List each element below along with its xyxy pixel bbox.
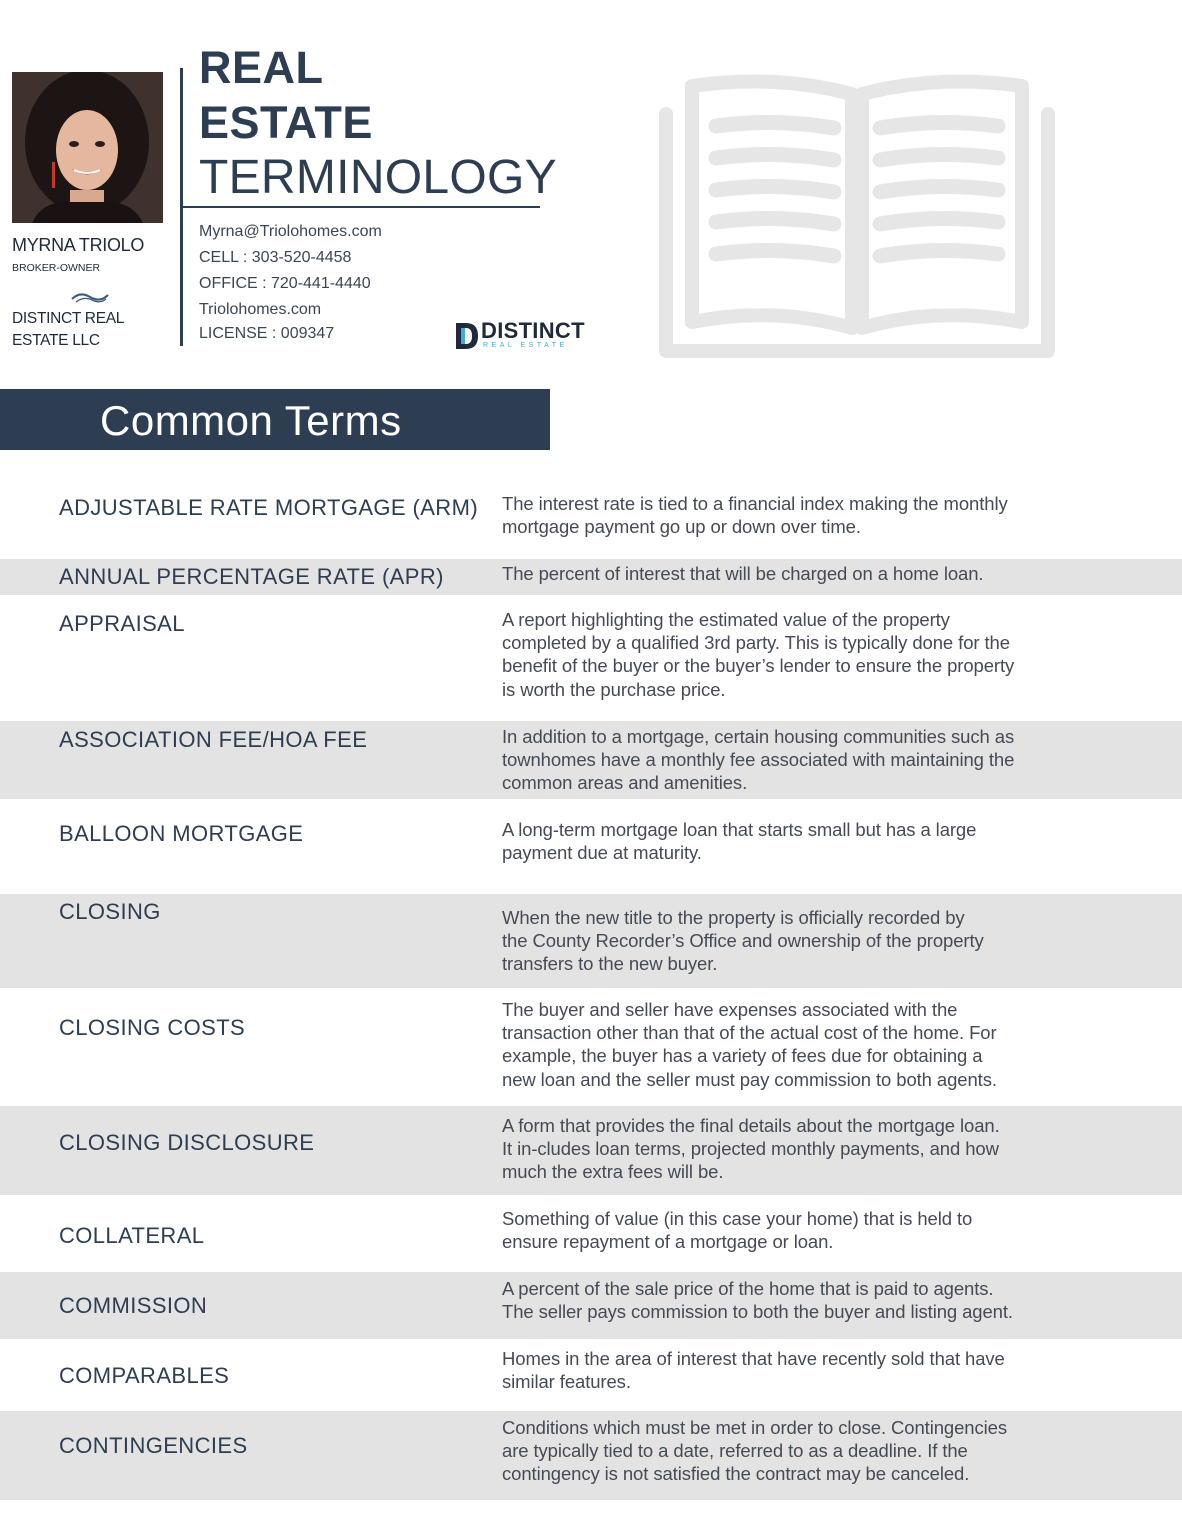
term-definition-line: A form that provides the final details about the mortgage loan. bbox=[502, 1115, 1000, 1136]
term-definition bbox=[502, 998, 1092, 1091]
term-name: CONTINGENCIES bbox=[59, 1433, 248, 1458]
page-title-line2: ESTATE bbox=[199, 97, 373, 148]
term-row bbox=[0, 721, 1182, 799]
term-definition-line: similar features. bbox=[502, 1371, 631, 1393]
term-definition-line: A long-term mortgage loan that starts small but has a large bbox=[502, 819, 977, 840]
term-name: APPRAISAL bbox=[59, 611, 185, 636]
agent-company-line2: ESTATE LLC bbox=[12, 332, 100, 349]
term-row bbox=[0, 988, 1182, 1106]
term-definition-line: When the new title to the property is officially recorded by bbox=[502, 907, 965, 928]
term-definition-line: Homes in the area of interest that have recently sold that have bbox=[502, 1348, 1005, 1369]
term-row bbox=[0, 595, 1182, 721]
term-definition-line: transaction other than that of the actual cost of the home. For bbox=[502, 1022, 997, 1044]
term-row bbox=[0, 1272, 1182, 1339]
term-definition-line: benefit of the buyer or the buyer’s lender to ensure the property bbox=[502, 655, 1015, 677]
book-icon bbox=[656, 66, 1056, 366]
term-row bbox=[0, 894, 1182, 988]
term-definition-line: contingency is not satisfied the contract may be canceled. bbox=[502, 1463, 970, 1485]
term-row bbox=[0, 460, 1182, 558]
term-definition-line: A report highlighting the estimated value of the property bbox=[502, 609, 950, 630]
section-title: Common Terms bbox=[100, 397, 402, 444]
agent-company-line1: DISTINCT REAL bbox=[12, 310, 125, 327]
term-definition-line: In addition to a mortgage, certain housing communities such as bbox=[502, 726, 1015, 747]
term-definition-line: common areas and amenities. bbox=[502, 772, 748, 794]
term-definition-line: The seller pays commission to both the buyer and listing agent. bbox=[502, 1301, 1013, 1323]
term-definition-line: is worth the purchase price. bbox=[502, 678, 726, 700]
term-definition-line: completed by a qualified 3rd party. This is typically done for the bbox=[502, 632, 1010, 654]
term-row bbox=[0, 1195, 1182, 1272]
term-name: BALLOON MORTGAGE bbox=[59, 821, 304, 846]
term-name: CLOSING bbox=[59, 899, 161, 924]
term-definition-line: Something of value (in this case your home) that is held to bbox=[502, 1208, 973, 1229]
term-name: ADJUSTABLE RATE MORTGAGE (ARM) bbox=[59, 495, 479, 520]
term-definition-line: A percent of the sale price of the home that is paid to agents. bbox=[502, 1278, 994, 1299]
agent-name: MYRNA TRIOLO bbox=[12, 235, 145, 255]
wave-icon bbox=[70, 290, 110, 309]
brand-subtitle: REAL ESTATE bbox=[483, 342, 568, 349]
term-definition-line: The buyer and seller have expenses associated with the bbox=[502, 999, 958, 1020]
term-name: COLLATERAL bbox=[59, 1223, 205, 1248]
term-name: ASSOCIATION FEE/HOA FEE bbox=[59, 727, 368, 752]
term-row bbox=[0, 799, 1182, 894]
term-definition bbox=[502, 562, 1092, 585]
contact-website[interactable]: Triolohomes.com bbox=[199, 301, 322, 318]
term-definition bbox=[502, 906, 1092, 976]
term-definition-line: ensure repayment of a mortgage or loan. bbox=[502, 1231, 834, 1253]
term-definition bbox=[502, 1416, 1092, 1486]
contact-license: LICENSE : 009347 bbox=[199, 325, 335, 342]
contact-office: OFFICE : 720-441-4440 bbox=[199, 275, 371, 292]
term-row bbox=[0, 1106, 1182, 1195]
term-definition bbox=[502, 1114, 1092, 1184]
agent-photo bbox=[12, 72, 163, 223]
brand-logo-mark bbox=[455, 322, 479, 350]
term-definition-line: payment due at maturity. bbox=[502, 842, 702, 864]
page-title-line1: REAL bbox=[199, 42, 324, 93]
term-definition-line: mortgage payment go up or down over time. bbox=[502, 516, 861, 538]
term-definition-line: transfers to the new buyer. bbox=[502, 953, 718, 975]
term-definition-line: example, the buyer has a variety of fees due for obtaining a bbox=[502, 1045, 983, 1067]
term-row bbox=[0, 559, 1182, 595]
term-definition bbox=[502, 492, 1092, 538]
contact-cell: CELL : 303-520-4458 bbox=[199, 249, 352, 266]
term-definition bbox=[502, 608, 1092, 701]
brand-word: DISTINCT bbox=[481, 318, 585, 343]
term-name: COMMISSION bbox=[59, 1293, 208, 1318]
term-definition-line: the County Recorder’s Office and ownership of the property bbox=[502, 930, 984, 952]
term-name: ANNUAL PERCENTAGE RATE (APR) bbox=[59, 564, 444, 589]
term-definition-line: The percent of interest that will be charged on a home loan. bbox=[502, 563, 984, 584]
term-row bbox=[0, 1339, 1182, 1411]
term-definition bbox=[502, 818, 1092, 864]
term-definition-line: new loan and the seller must pay commission to both agents. bbox=[502, 1068, 997, 1090]
term-definition bbox=[502, 1277, 1092, 1323]
agent-company bbox=[12, 308, 162, 352]
term-definition-line: Conditions which must be met in order to close. Contingencies bbox=[502, 1417, 1007, 1438]
header-divider-horizontal bbox=[183, 206, 540, 208]
term-definition-line: It in-cludes loan terms, projected monthly payments, and how bbox=[502, 1138, 999, 1160]
term-definition bbox=[502, 1347, 1092, 1393]
brand-logo bbox=[453, 318, 588, 354]
term-definition-line: townhomes have a monthly fee associated with maintaining the bbox=[502, 749, 1015, 771]
term-name: COMPARABLES bbox=[59, 1363, 230, 1388]
agent-role: BROKER-OWNER bbox=[12, 262, 101, 274]
term-definition-line: are typically tied to a date, referred to as a deadline. If the bbox=[502, 1440, 968, 1462]
contact-email[interactable]: Myrna@Triolohomes.com bbox=[199, 223, 382, 240]
term-definition-line: much the extra fees will be. bbox=[502, 1161, 724, 1183]
term-definition bbox=[502, 1207, 1092, 1253]
term-row bbox=[0, 1411, 1182, 1500]
term-name: CLOSING DISCLOSURE bbox=[59, 1130, 315, 1155]
term-definition-line: The interest rate is tied to a financial index making the monthly bbox=[502, 493, 1008, 514]
term-definition bbox=[502, 725, 1092, 795]
page-title-line3: TERMINOLOGY bbox=[199, 151, 558, 204]
term-name: CLOSING COSTS bbox=[59, 1015, 246, 1040]
